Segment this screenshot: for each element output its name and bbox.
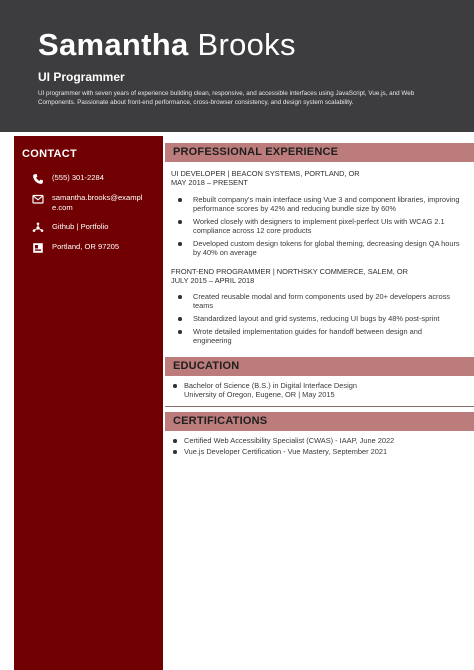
list-item: Certified Web Accessibility Specialist (CWAS) - IAAP, June 2022 (172, 436, 462, 445)
first-name: Samantha (38, 27, 189, 62)
email-icon (32, 193, 44, 205)
list-item: Vue.js Developer Certification - Vue Mastery, September 2021 (172, 447, 462, 456)
contact-links (32, 222, 144, 234)
profile-summary: UI programmer with seven years of experience building clean, responsive, and accessible interfaces using JavaScript, Vue.js, and Web Components. Passionate about front-end performance, cross-browser consistency, and design system scalability. (38, 90, 415, 106)
contact-heading: CONTACT (22, 148, 78, 160)
phone-number[interactable]: (555) 301-2284 (52, 173, 104, 182)
list-item: Developed custom design tokens for global theming, decreasing design QA hours by 40% on average (172, 239, 462, 257)
job-bullets-1 (172, 195, 462, 261)
location-icon (32, 242, 44, 254)
main-content (163, 136, 474, 670)
education-list (172, 381, 462, 401)
link-icon (32, 222, 44, 234)
resume-header (0, 0, 474, 132)
list-item: Rebuilt company's main interface using Vue 3 and component libraries, improving performance scores by 42% and reducing bundle size by 60% (172, 195, 462, 213)
education-entry (172, 381, 462, 399)
candidate-name (38, 26, 296, 64)
job-dates-1: MAY 2018 – PRESENT (171, 178, 248, 187)
job-role: UI Programmer (38, 70, 125, 84)
email-address[interactable]: samantha.brooks@example.com (52, 193, 143, 212)
phone-icon (32, 173, 44, 185)
job-title-2: FRONT-END PROGRAMMER | NORTHSKY COMMERCE, SALEM, OR (171, 267, 408, 276)
certifications-list (172, 436, 462, 458)
education-heading: EDUCATION (165, 357, 474, 376)
school: University of Oregon, Eugene, OR | May 2015 (184, 390, 335, 399)
list-item: Wrote detailed implementation guides for handoff between design and engineering (172, 327, 462, 345)
contact-phone (32, 173, 144, 185)
contact-sidebar (14, 136, 163, 670)
list-item: Worked closely with designers to implement pixel-perfect UIs with WCAG 2.1 compliance across 12 core products (172, 217, 462, 235)
certifications-heading: CERTIFICATIONS (165, 412, 474, 431)
list-item: Created reusable modal and form components used by 20+ developers across teams (172, 292, 462, 310)
job-bullets-2 (172, 292, 462, 349)
degree: Bachelor of Science (B.S.) in Digital Interface Design (184, 381, 357, 390)
section-divider (165, 406, 474, 407)
address: Portland, OR 97205 (52, 242, 120, 251)
job-title-1: UI DEVELOPER | BEACON SYSTEMS, PORTLAND, OR (171, 169, 360, 178)
list-item: Standardized layout and grid systems, reducing UI bugs by 48% post-sprint (172, 314, 462, 323)
profile-links[interactable]: Github | Portfolio (52, 222, 109, 231)
experience-heading: PROFESSIONAL EXPERIENCE (165, 143, 474, 162)
last-name: Brooks (197, 27, 296, 62)
job-dates-2: JULY 2015 – APRIL 2018 (171, 276, 255, 285)
contact-email (32, 193, 144, 213)
contact-location (32, 242, 144, 254)
